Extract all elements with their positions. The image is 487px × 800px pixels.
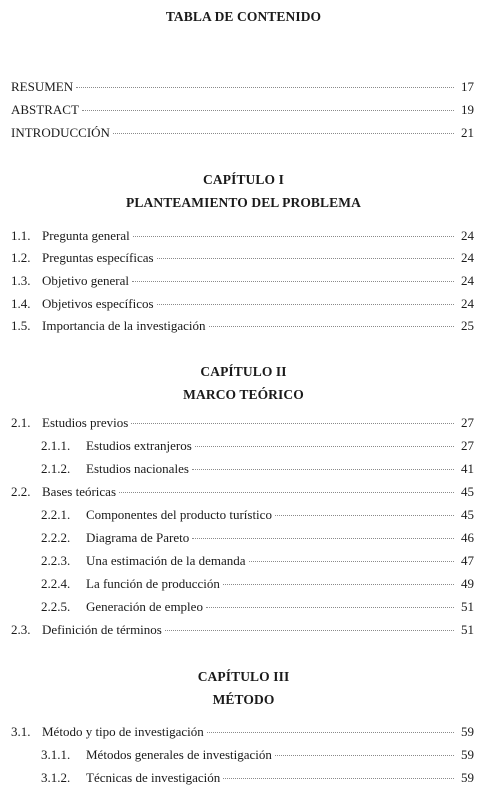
entry-label: Métodos generales de investigación bbox=[86, 747, 272, 762]
entry-label: Estudios previos bbox=[42, 415, 129, 430]
entry-number: 1.2. bbox=[11, 250, 31, 265]
entry-page: 51 bbox=[461, 622, 474, 637]
entry-number: 2.3. bbox=[11, 622, 31, 637]
entry-page: 49 bbox=[461, 576, 474, 591]
entry-number: 2.2.4. bbox=[41, 576, 71, 591]
entry-number: 2.2.5. bbox=[41, 599, 71, 614]
toc-entry-2-2[interactable] bbox=[11, 483, 474, 501]
entry-label: Definición de términos bbox=[42, 622, 162, 637]
toc-entry-resumen[interactable] bbox=[11, 78, 474, 96]
entry-page: 51 bbox=[461, 599, 474, 614]
toc-entry-1-2[interactable] bbox=[11, 249, 474, 267]
entry-page: 46 bbox=[461, 530, 474, 545]
chapter-3-title: MÉTODO bbox=[212, 692, 275, 707]
entry-page: 47 bbox=[461, 553, 474, 568]
dot-leader bbox=[207, 732, 454, 733]
chapter-1-heading: CAPÍTULO I bbox=[203, 172, 284, 187]
entry-page: 59 bbox=[461, 724, 474, 739]
dot-leader bbox=[275, 755, 454, 756]
entry-number: 1.5. bbox=[11, 318, 31, 333]
entry-page: 41 bbox=[461, 461, 474, 476]
entry-number: 3.1.1. bbox=[41, 747, 71, 762]
toc-entry-1-4[interactable] bbox=[11, 295, 474, 313]
toc-entry-2-2-2[interactable] bbox=[41, 529, 474, 547]
dot-leader bbox=[131, 423, 454, 424]
entry-label: Una estimación de la demanda bbox=[86, 553, 246, 568]
entry-page: 59 bbox=[461, 747, 474, 762]
entry-label: La función de producción bbox=[86, 576, 220, 591]
dot-leader bbox=[76, 87, 454, 88]
entry-page: 21 bbox=[461, 125, 474, 140]
dot-leader bbox=[157, 258, 454, 259]
entry-label: Pregunta general bbox=[42, 228, 130, 243]
entry-page: 24 bbox=[461, 296, 474, 311]
entry-label: Importancia de la investigación bbox=[42, 318, 206, 333]
toc-entry-2-3[interactable] bbox=[11, 621, 474, 639]
dot-leader bbox=[192, 538, 454, 539]
entry-number: 1.3. bbox=[11, 273, 31, 288]
chapter-2-heading: CAPÍTULO II bbox=[200, 364, 287, 379]
entry-number: 2.1. bbox=[11, 415, 31, 430]
entry-page: 24 bbox=[461, 273, 474, 288]
entry-number: 2.2.2. bbox=[41, 530, 71, 545]
dot-leader bbox=[249, 561, 454, 562]
toc-entry-2-1-1[interactable] bbox=[41, 437, 474, 455]
entry-label: INTRODUCCIÓN bbox=[11, 125, 110, 140]
entry-number: 2.2.1. bbox=[41, 507, 71, 522]
entry-page: 24 bbox=[461, 228, 474, 243]
entry-label: Diagrama de Pareto bbox=[86, 530, 190, 545]
entry-number: 2.2. bbox=[11, 484, 31, 499]
entry-label: RESUMEN bbox=[11, 79, 74, 94]
dot-leader bbox=[119, 492, 454, 493]
toc-entry-2-1-2[interactable] bbox=[41, 460, 474, 478]
entry-page: 45 bbox=[461, 507, 474, 522]
entry-page: 24 bbox=[461, 250, 474, 265]
dot-leader bbox=[82, 110, 454, 111]
entry-number: 2.2.3. bbox=[41, 553, 71, 568]
entry-page: 59 bbox=[461, 770, 474, 785]
toc-entry-2-1[interactable] bbox=[11, 414, 474, 432]
chapter-1-title: PLANTEAMIENTO DEL PROBLEMA bbox=[126, 195, 361, 210]
toc-entry-2-2-1[interactable] bbox=[41, 506, 474, 524]
entry-page: 25 bbox=[461, 318, 474, 333]
toc-entry-3-1-2[interactable] bbox=[41, 769, 474, 787]
toc-entry-abstract[interactable] bbox=[11, 101, 474, 119]
entry-number: 3.1.2. bbox=[41, 770, 71, 785]
entry-label: Estudios nacionales bbox=[86, 461, 189, 476]
entry-page: 45 bbox=[461, 484, 474, 499]
entry-label: Generación de empleo bbox=[86, 599, 203, 614]
entry-number: 3.1. bbox=[11, 724, 31, 739]
entry-page: 17 bbox=[461, 79, 474, 94]
dot-leader bbox=[206, 607, 454, 608]
entry-label: Estudios extranjeros bbox=[86, 438, 192, 453]
toc-title: TABLA DE CONTENIDO bbox=[165, 9, 322, 24]
dot-leader bbox=[223, 584, 454, 585]
entry-number: 1.4. bbox=[11, 296, 31, 311]
entry-page: 19 bbox=[461, 102, 474, 117]
entry-label: Bases teóricas bbox=[42, 484, 117, 499]
toc-entry-2-2-5[interactable] bbox=[41, 598, 474, 616]
dot-leader bbox=[275, 515, 454, 516]
entry-label: ABSTRACT bbox=[11, 102, 79, 117]
toc-entry-2-2-4[interactable] bbox=[41, 575, 474, 593]
entry-page: 27 bbox=[461, 438, 474, 453]
chapter-2-title: MARCO TEÓRICO bbox=[183, 387, 304, 402]
dot-leader bbox=[192, 469, 454, 470]
entry-label: Objetivo general bbox=[42, 273, 129, 288]
dot-leader bbox=[113, 133, 454, 134]
toc-entry-introduccion[interactable] bbox=[11, 124, 474, 142]
entry-page: 27 bbox=[461, 415, 474, 430]
entry-label: Componentes del producto turístico bbox=[86, 507, 272, 522]
toc-entry-1-3[interactable] bbox=[11, 272, 474, 290]
toc-entry-1-5[interactable] bbox=[11, 317, 474, 335]
toc-entry-3-1[interactable] bbox=[11, 723, 474, 741]
dot-leader bbox=[157, 304, 454, 305]
dot-leader bbox=[223, 778, 454, 779]
dot-leader bbox=[133, 236, 454, 237]
dot-leader bbox=[165, 630, 454, 631]
entry-label: Objetivos específicos bbox=[42, 296, 154, 311]
entry-number: 2.1.1. bbox=[41, 438, 71, 453]
toc-entry-2-2-3[interactable] bbox=[41, 552, 474, 570]
entry-label: Técnicas de investigación bbox=[86, 770, 221, 785]
toc-entry-3-1-1[interactable] bbox=[41, 746, 474, 764]
entry-label: Preguntas específicas bbox=[42, 250, 154, 265]
dot-leader bbox=[132, 281, 454, 282]
dot-leader bbox=[209, 326, 454, 327]
toc-entry-1-1[interactable] bbox=[11, 227, 474, 245]
dot-leader bbox=[195, 446, 454, 447]
entry-number: 1.1. bbox=[11, 228, 31, 243]
entry-number: 2.1.2. bbox=[41, 461, 71, 476]
chapter-3-heading: CAPÍTULO III bbox=[197, 669, 290, 684]
entry-label: Método y tipo de investigación bbox=[42, 724, 204, 739]
